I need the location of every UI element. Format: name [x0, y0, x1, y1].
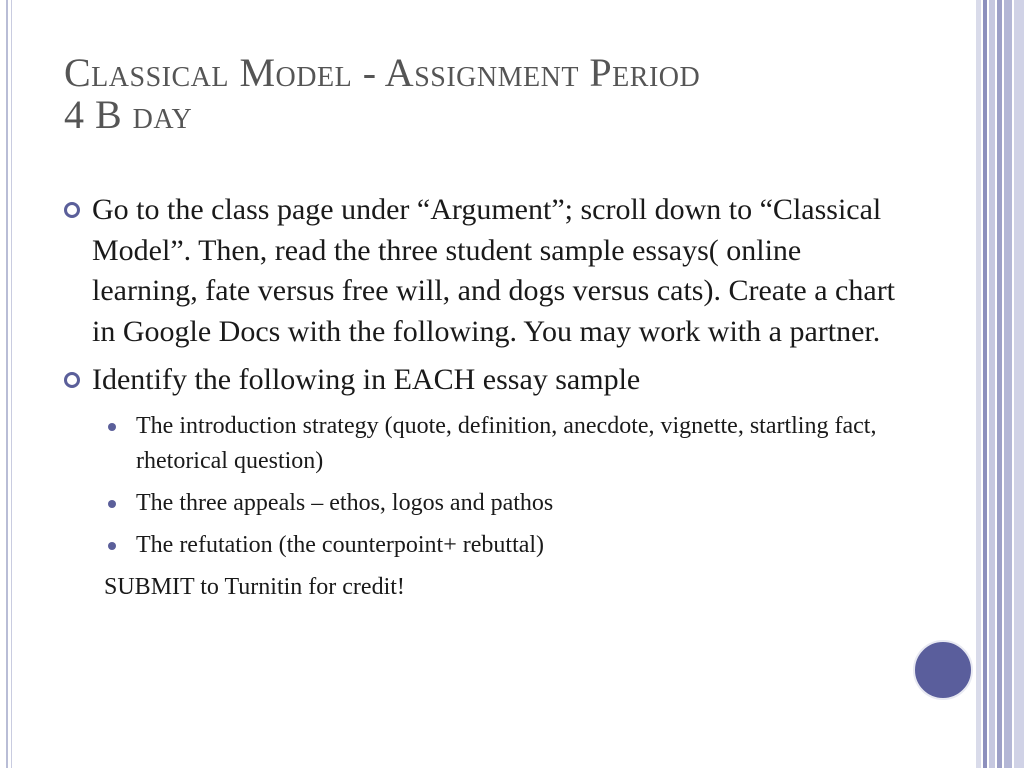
left-frame-line	[6, 0, 8, 768]
sub-bullet-list	[64, 409, 914, 563]
sub-bullet-text: The three appeals – ethos, logos and pathos	[136, 489, 554, 516]
bullet-instructions	[64, 190, 914, 352]
dot-bullet-icon	[108, 423, 116, 431]
slide-title-line-2: 4 B day	[64, 92, 193, 137]
bullet-identify	[64, 360, 914, 401]
sub-bullet-introduction	[104, 409, 914, 479]
submit-note: SUBMIT to Turnitin for credit!	[104, 573, 405, 600]
right-decorative-stripes	[976, 0, 1024, 768]
sub-bullet-text: The introduction strategy (quote, definition, anecdote, vignette, startling fact, rhetorical question)	[136, 412, 877, 474]
bullet-identify-text: Identify the following in EACH essay sample	[92, 363, 641, 396]
decorative-circle	[913, 640, 973, 700]
ring-bullet-icon	[64, 202, 80, 218]
dot-bullet-icon	[108, 542, 116, 550]
slide-content	[64, 190, 914, 604]
ring-bullet-icon	[64, 372, 80, 388]
bullet-instructions-text: Go to the class page under “Argument”; scroll down to “Classical Model”. Then, read the three student sample essays( online learning, fate versus free will, and dogs versus cats). Create a chart in Google Docs with the following. You may work with a partner.	[92, 193, 896, 348]
sub-bullet-refutation	[104, 528, 914, 563]
slide-title	[64, 52, 924, 136]
slide-title-line-1: Classical Model - Assignment Period	[64, 50, 701, 95]
dot-bullet-icon	[108, 500, 116, 508]
sub-bullet-text: The refutation (the counterpoint+ rebuttal)	[136, 531, 545, 558]
left-frame-line-inner	[11, 0, 12, 768]
sub-bullet-appeals	[104, 486, 914, 521]
